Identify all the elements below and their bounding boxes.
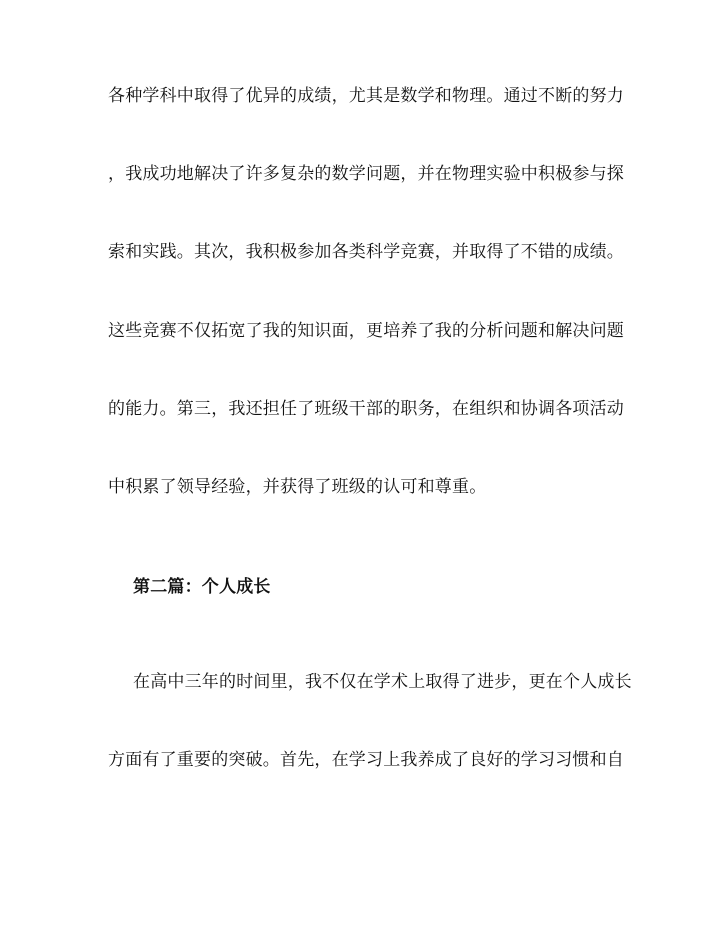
body-text-line: ，我成功地解决了许多复杂的数学问题，并在物理实验中积极参与探 [108, 164, 624, 184]
body-text-line: 的能力。第三，我还担任了班级干部的职务，在组织和协调各项活动 [108, 399, 624, 419]
body-text-line: 各种学科中取得了优异的成绩，尤其是数学和物理。通过不断的努力 [108, 86, 624, 106]
body-text-line: 这些竞赛不仅拓宽了我的知识面，更培养了我的分析问题和解决问题 [108, 321, 624, 341]
body-text-line: 在高中三年的时间里，我不仅在学术上取得了进步，更在个人成长 [133, 672, 632, 692]
section-heading: 第二篇：个人成长 [133, 577, 271, 597]
body-text-line: 索和实践。其次，我积极参加各类科学竞赛，并取得了不错的成绩。 [108, 242, 624, 262]
body-text-line: 方面有了重要的突破。首先，在学习上我养成了良好的学习习惯和自 [108, 750, 624, 770]
body-text-line: 中积累了领导经验，并获得了班级的认可和尊重。 [108, 477, 487, 497]
